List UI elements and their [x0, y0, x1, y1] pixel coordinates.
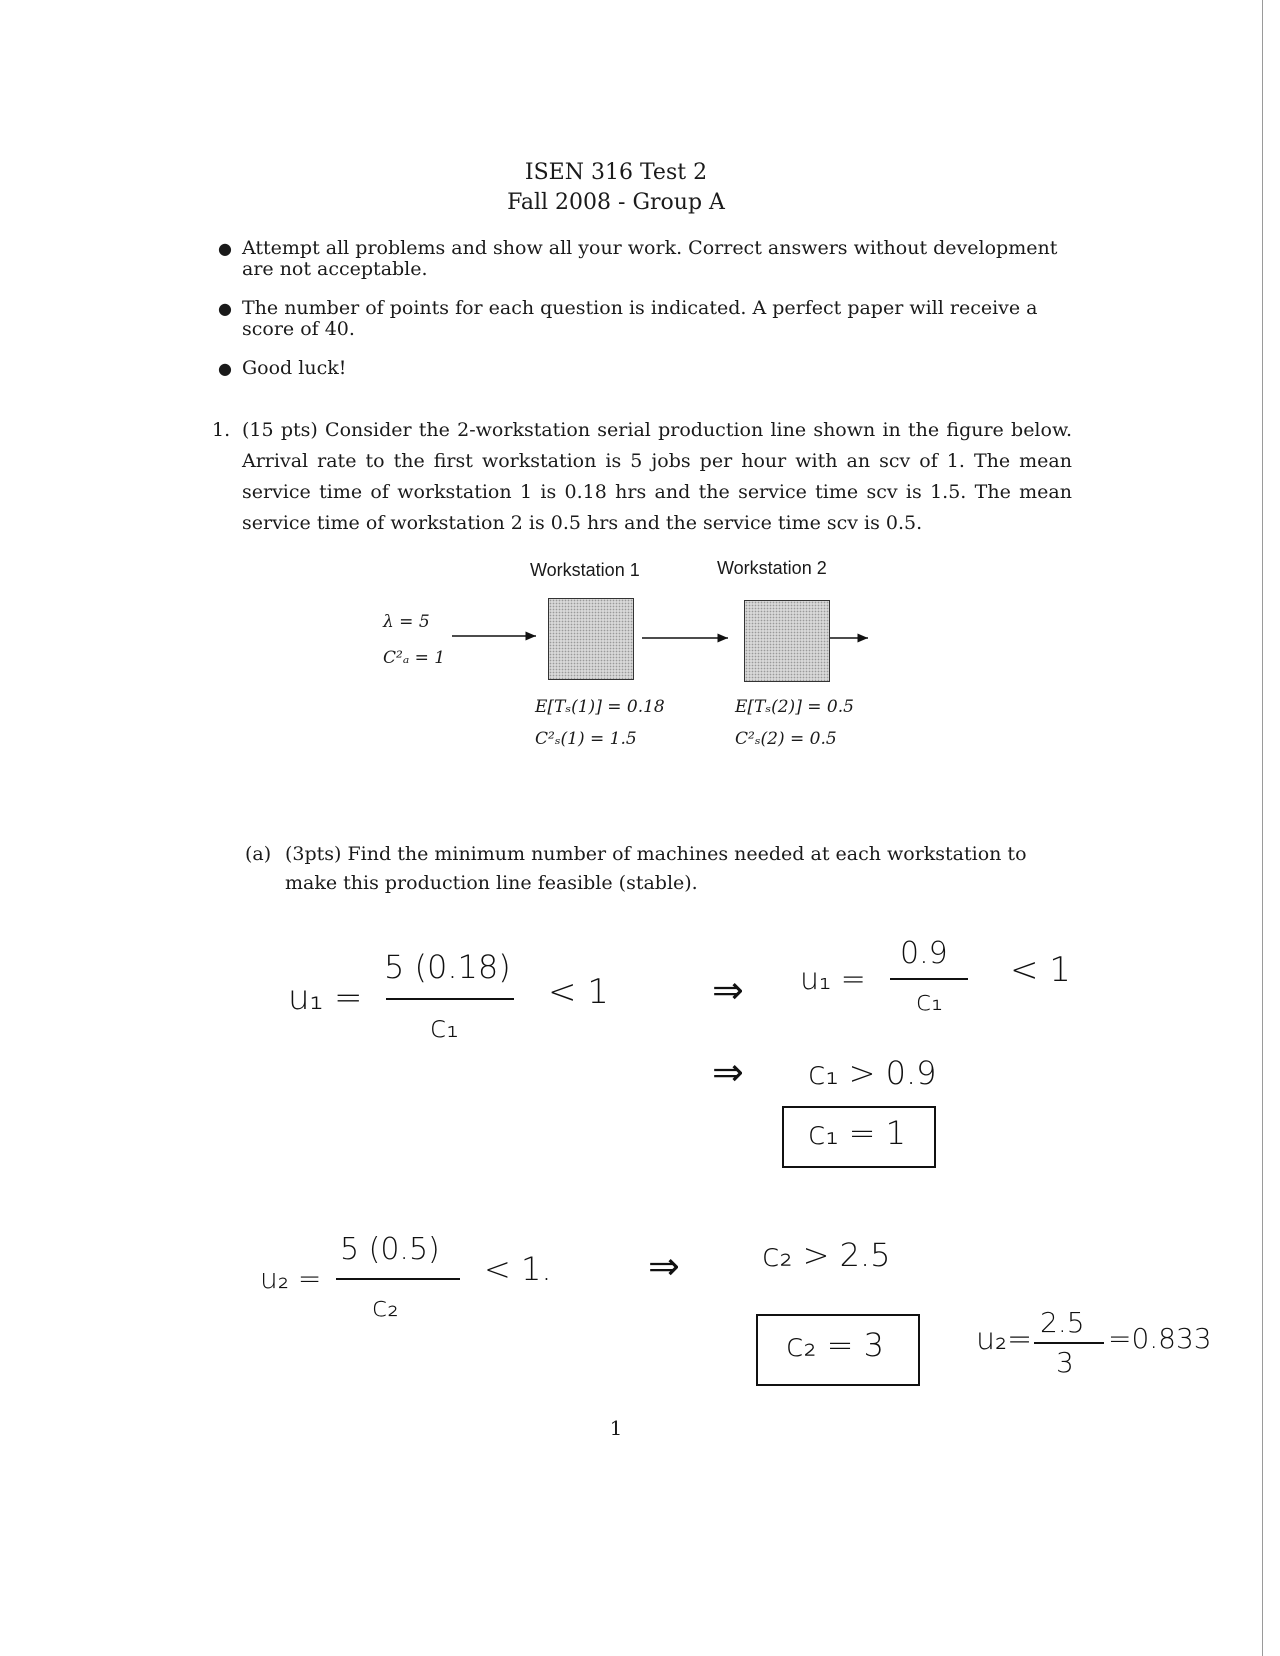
u1-lhs: u₁ =: [288, 978, 363, 1018]
c1-inequality: c₁ > 0.9: [808, 1054, 937, 1092]
u1-fraction-bar: [386, 998, 514, 1000]
bullet-icon: ●: [218, 299, 232, 318]
instruction-item: ● The number of points for each question is indicated. A perfect paper will receive a score of 40.: [218, 297, 1038, 340]
implies-arrow-2: ⇒: [712, 1050, 744, 1094]
problem-1: [212, 415, 1072, 539]
problem-text: (15 pts) Consider the 2-workstation serial production line shown in the figure below. Arrival rate to the first workstation is 5 jobs per hour with an scv of 1. The mean service time of workstation 1 is 0.18 hrs and the service time scv is 1.5. The mean service time of workstation 2 is 0.5 hrs and the service time scv is 0.5.: [242, 419, 1072, 534]
u2-final-numerator: 2.5: [1040, 1306, 1085, 1339]
part-a: [245, 840, 1075, 898]
u2-denominator: c₂: [372, 1290, 399, 1323]
page-number: 1: [609, 1416, 623, 1440]
u2-final-denominator: 3: [1056, 1346, 1074, 1379]
u2-final-lhs: u₂=: [976, 1322, 1033, 1357]
u2-fraction-bar: [336, 1278, 460, 1280]
u1-rhs-numerator: 0.9: [900, 936, 948, 971]
bullet-icon: ●: [218, 359, 232, 378]
problem-number: 1.: [212, 419, 231, 441]
scan-edge-line: [1262, 0, 1263, 1656]
implies-arrow-1: ⇒: [712, 968, 744, 1012]
u2-final-value: =0.833: [1108, 1322, 1212, 1355]
ws1-mean-time: E[Tₛ(1)] = 0.18: [535, 697, 665, 717]
workstation-1-label: Workstation 1: [530, 560, 640, 580]
ws1-scv: C²ₛ(1) = 1.5: [535, 729, 637, 749]
workstation-1-box: [548, 598, 634, 680]
workstation-2-box: [744, 600, 830, 682]
instruction-item: ● Good luck!: [218, 357, 347, 379]
arrival-rate: λ = 5: [383, 612, 430, 632]
u2-less-than: < 1.: [484, 1250, 552, 1288]
part-a-label: (a): [245, 843, 272, 865]
instruction-item: ● Attempt all problems and show all your work. Correct answers without development are not acceptable.: [218, 237, 1058, 280]
instructions-list: [212, 238, 1072, 397]
part-a-text: (3pts) Find the minimum number of machines needed at each workstation to make this production line feasible (stable).: [285, 843, 1027, 894]
exam-subtitle: Fall 2008 - Group A: [507, 190, 725, 215]
u2-lhs: u₂ =: [260, 1262, 322, 1295]
c2-inequality: c₂ > 2.5: [762, 1236, 891, 1274]
c2-answer: c₂ = 3: [786, 1326, 884, 1364]
u1-numerator: 5 (0.18): [384, 948, 511, 986]
arrival-scv: C²ₐ = 1: [383, 648, 446, 668]
u2-final-fraction-bar: [1034, 1342, 1104, 1344]
u1-denominator: c₁: [430, 1010, 459, 1045]
u1-rhs-less-than: < 1: [1010, 950, 1071, 990]
c1-answer: c₁ = 1: [808, 1114, 906, 1152]
workstation-2-label: Workstation 2: [717, 558, 827, 578]
u1-rhs-denominator: c₁: [916, 984, 943, 1017]
u1-rhs-lhs: u₁ =: [800, 962, 866, 997]
u1-rhs-fraction-bar: [890, 978, 968, 980]
ws2-scv: C²ₛ(2) = 0.5: [735, 729, 837, 749]
implies-arrow-3: ⇒: [648, 1244, 680, 1288]
exam-title: ISEN 316 Test 2: [524, 160, 708, 185]
u2-numerator: 5 (0.5): [340, 1232, 440, 1267]
bullet-icon: ●: [218, 239, 232, 258]
exam-header: [0, 158, 1232, 218]
ws2-mean-time: E[Tₛ(2)] = 0.5: [735, 697, 854, 717]
u1-less-than: < 1: [548, 972, 609, 1012]
